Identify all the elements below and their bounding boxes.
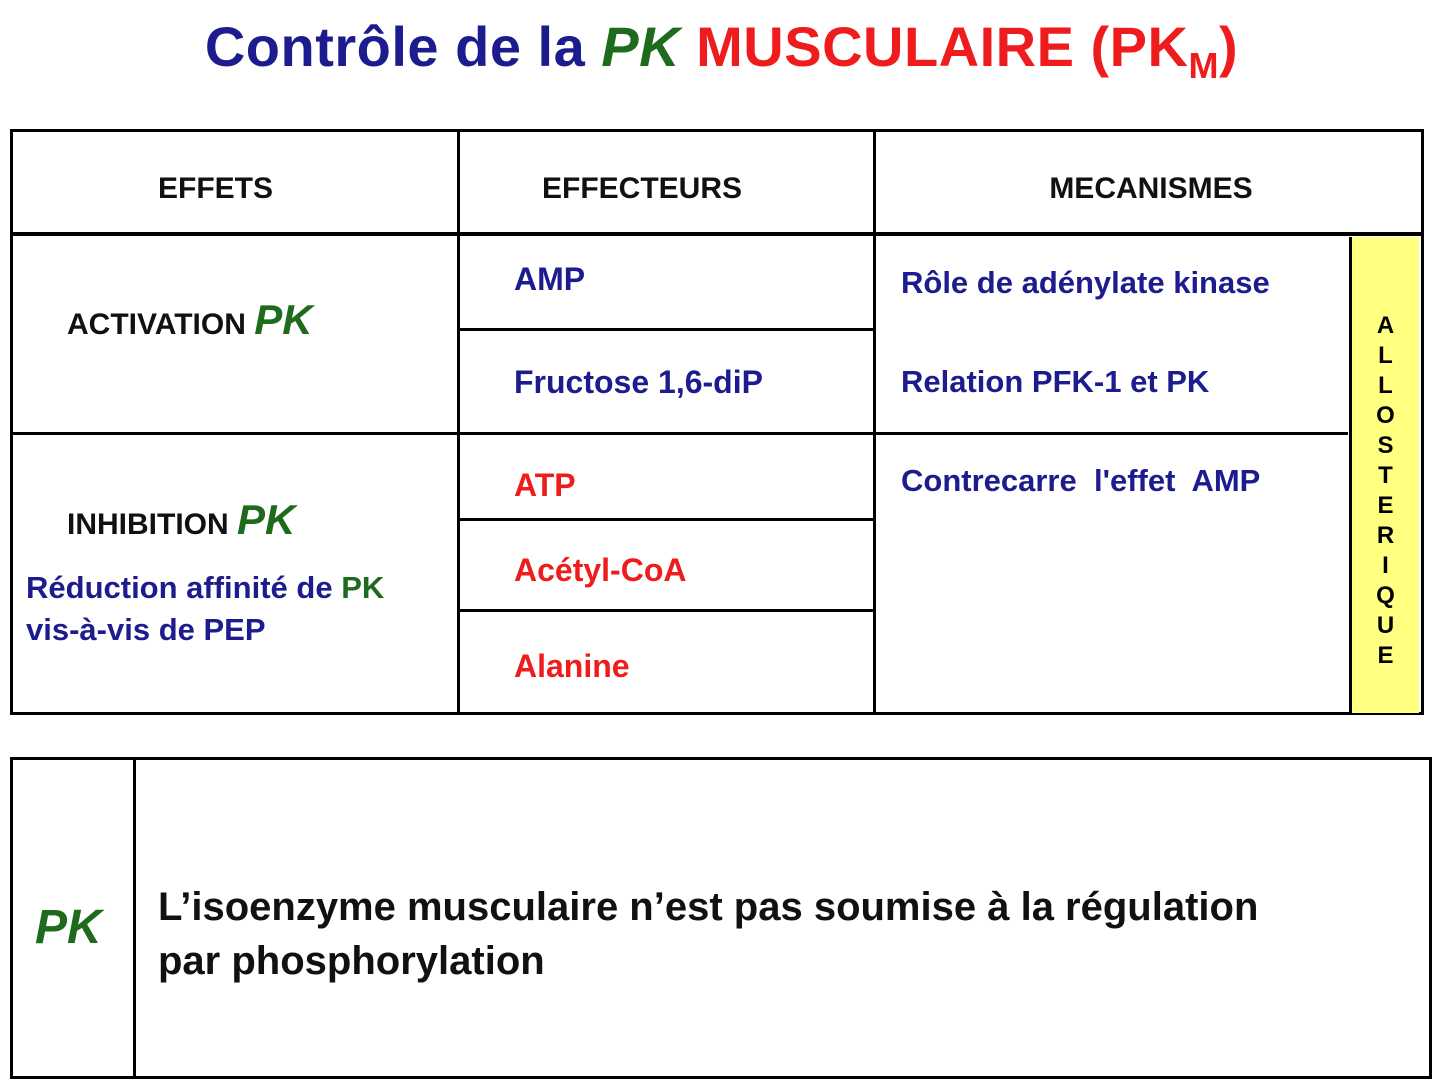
- inhibition-note-pk: PK: [341, 570, 385, 605]
- amp-fructose-divider: [460, 328, 874, 331]
- title-pk: PK: [601, 15, 681, 78]
- table-border-bottom: [10, 712, 1424, 715]
- table-border-left: [10, 129, 13, 715]
- mechanism-pfk1-pk: Relation PFK-1 et PK: [901, 364, 1210, 399]
- table-border-right: [1421, 129, 1424, 715]
- table-border-top: [10, 129, 1424, 132]
- bottom-box: [10, 757, 1432, 1079]
- header-mecanismes: MECANISMES: [1049, 172, 1253, 205]
- header-divider: [10, 232, 1424, 236]
- inhibition-text: INHIBITION: [67, 508, 237, 541]
- inhibition-note: [26, 567, 384, 651]
- allosteric-letter: E: [1377, 642, 1394, 669]
- title-part1: Contrôle de la: [204, 15, 602, 78]
- inhibition-label: [67, 496, 295, 544]
- allosteric-letter: L: [1378, 372, 1393, 399]
- atp-acetyl-divider: [460, 518, 874, 521]
- header-effecteurs: EFFECTEURS: [541, 172, 742, 205]
- allosteric-letter: E: [1377, 492, 1394, 519]
- col2-divider: [873, 129, 876, 715]
- allosteric-letter: Q: [1376, 582, 1395, 609]
- title-close: ): [1218, 15, 1239, 78]
- inhibition-note-line1: Réduction affinité de: [26, 570, 342, 605]
- inhibition-pk: PK: [237, 496, 296, 543]
- effector-amp: AMP: [514, 261, 586, 297]
- allosteric-letters: [1352, 311, 1419, 671]
- activation-label: [67, 296, 313, 344]
- title-part2: MUSCULAIRE (PK: [680, 15, 1189, 78]
- activation-pk: PK: [254, 296, 313, 343]
- activation-inhibition-divider: [10, 432, 1348, 435]
- activation-text: ACTIVATION: [67, 308, 255, 341]
- allosteric-letter: I: [1382, 552, 1389, 579]
- bottom-line1: L’isoenzyme musculaire n’est pas soumise à la régulation: [158, 885, 1259, 929]
- effector-atp: ATP: [514, 467, 576, 503]
- title-subscript: M: [1188, 45, 1219, 86]
- allosteric-label-box: [1349, 237, 1419, 713]
- allosteric-letter: R: [1376, 522, 1395, 549]
- allosteric-letter: U: [1376, 612, 1395, 639]
- allosteric-letter: A: [1376, 312, 1395, 339]
- mechanism-contrecarre: Contrecarre l'effet AMP: [901, 463, 1261, 498]
- mechanism-adenylate-kinase: Rôle de adénylate kinase: [901, 265, 1270, 300]
- effector-acetyl-coa: Acétyl-CoA: [514, 552, 687, 588]
- allosteric-letter: T: [1378, 462, 1393, 489]
- inhibition-note-line2: vis-à-vis de PEP: [26, 612, 266, 647]
- bottom-box-divider: [133, 760, 136, 1076]
- allosteric-letter: L: [1378, 342, 1393, 369]
- effector-fructose: Fructose 1,6-diP: [514, 364, 763, 400]
- acetyl-alanine-divider: [460, 609, 874, 612]
- effector-alanine: Alanine: [514, 648, 630, 684]
- header-effets: EFFETS: [157, 172, 273, 205]
- allosteric-letter: O: [1376, 402, 1395, 429]
- allosteric-letter: S: [1377, 432, 1394, 459]
- bottom-line2: par phosphorylation: [158, 939, 545, 983]
- bottom-statement: [158, 880, 1258, 988]
- col1-divider: [457, 129, 460, 715]
- bottom-pk: PK: [35, 901, 102, 954]
